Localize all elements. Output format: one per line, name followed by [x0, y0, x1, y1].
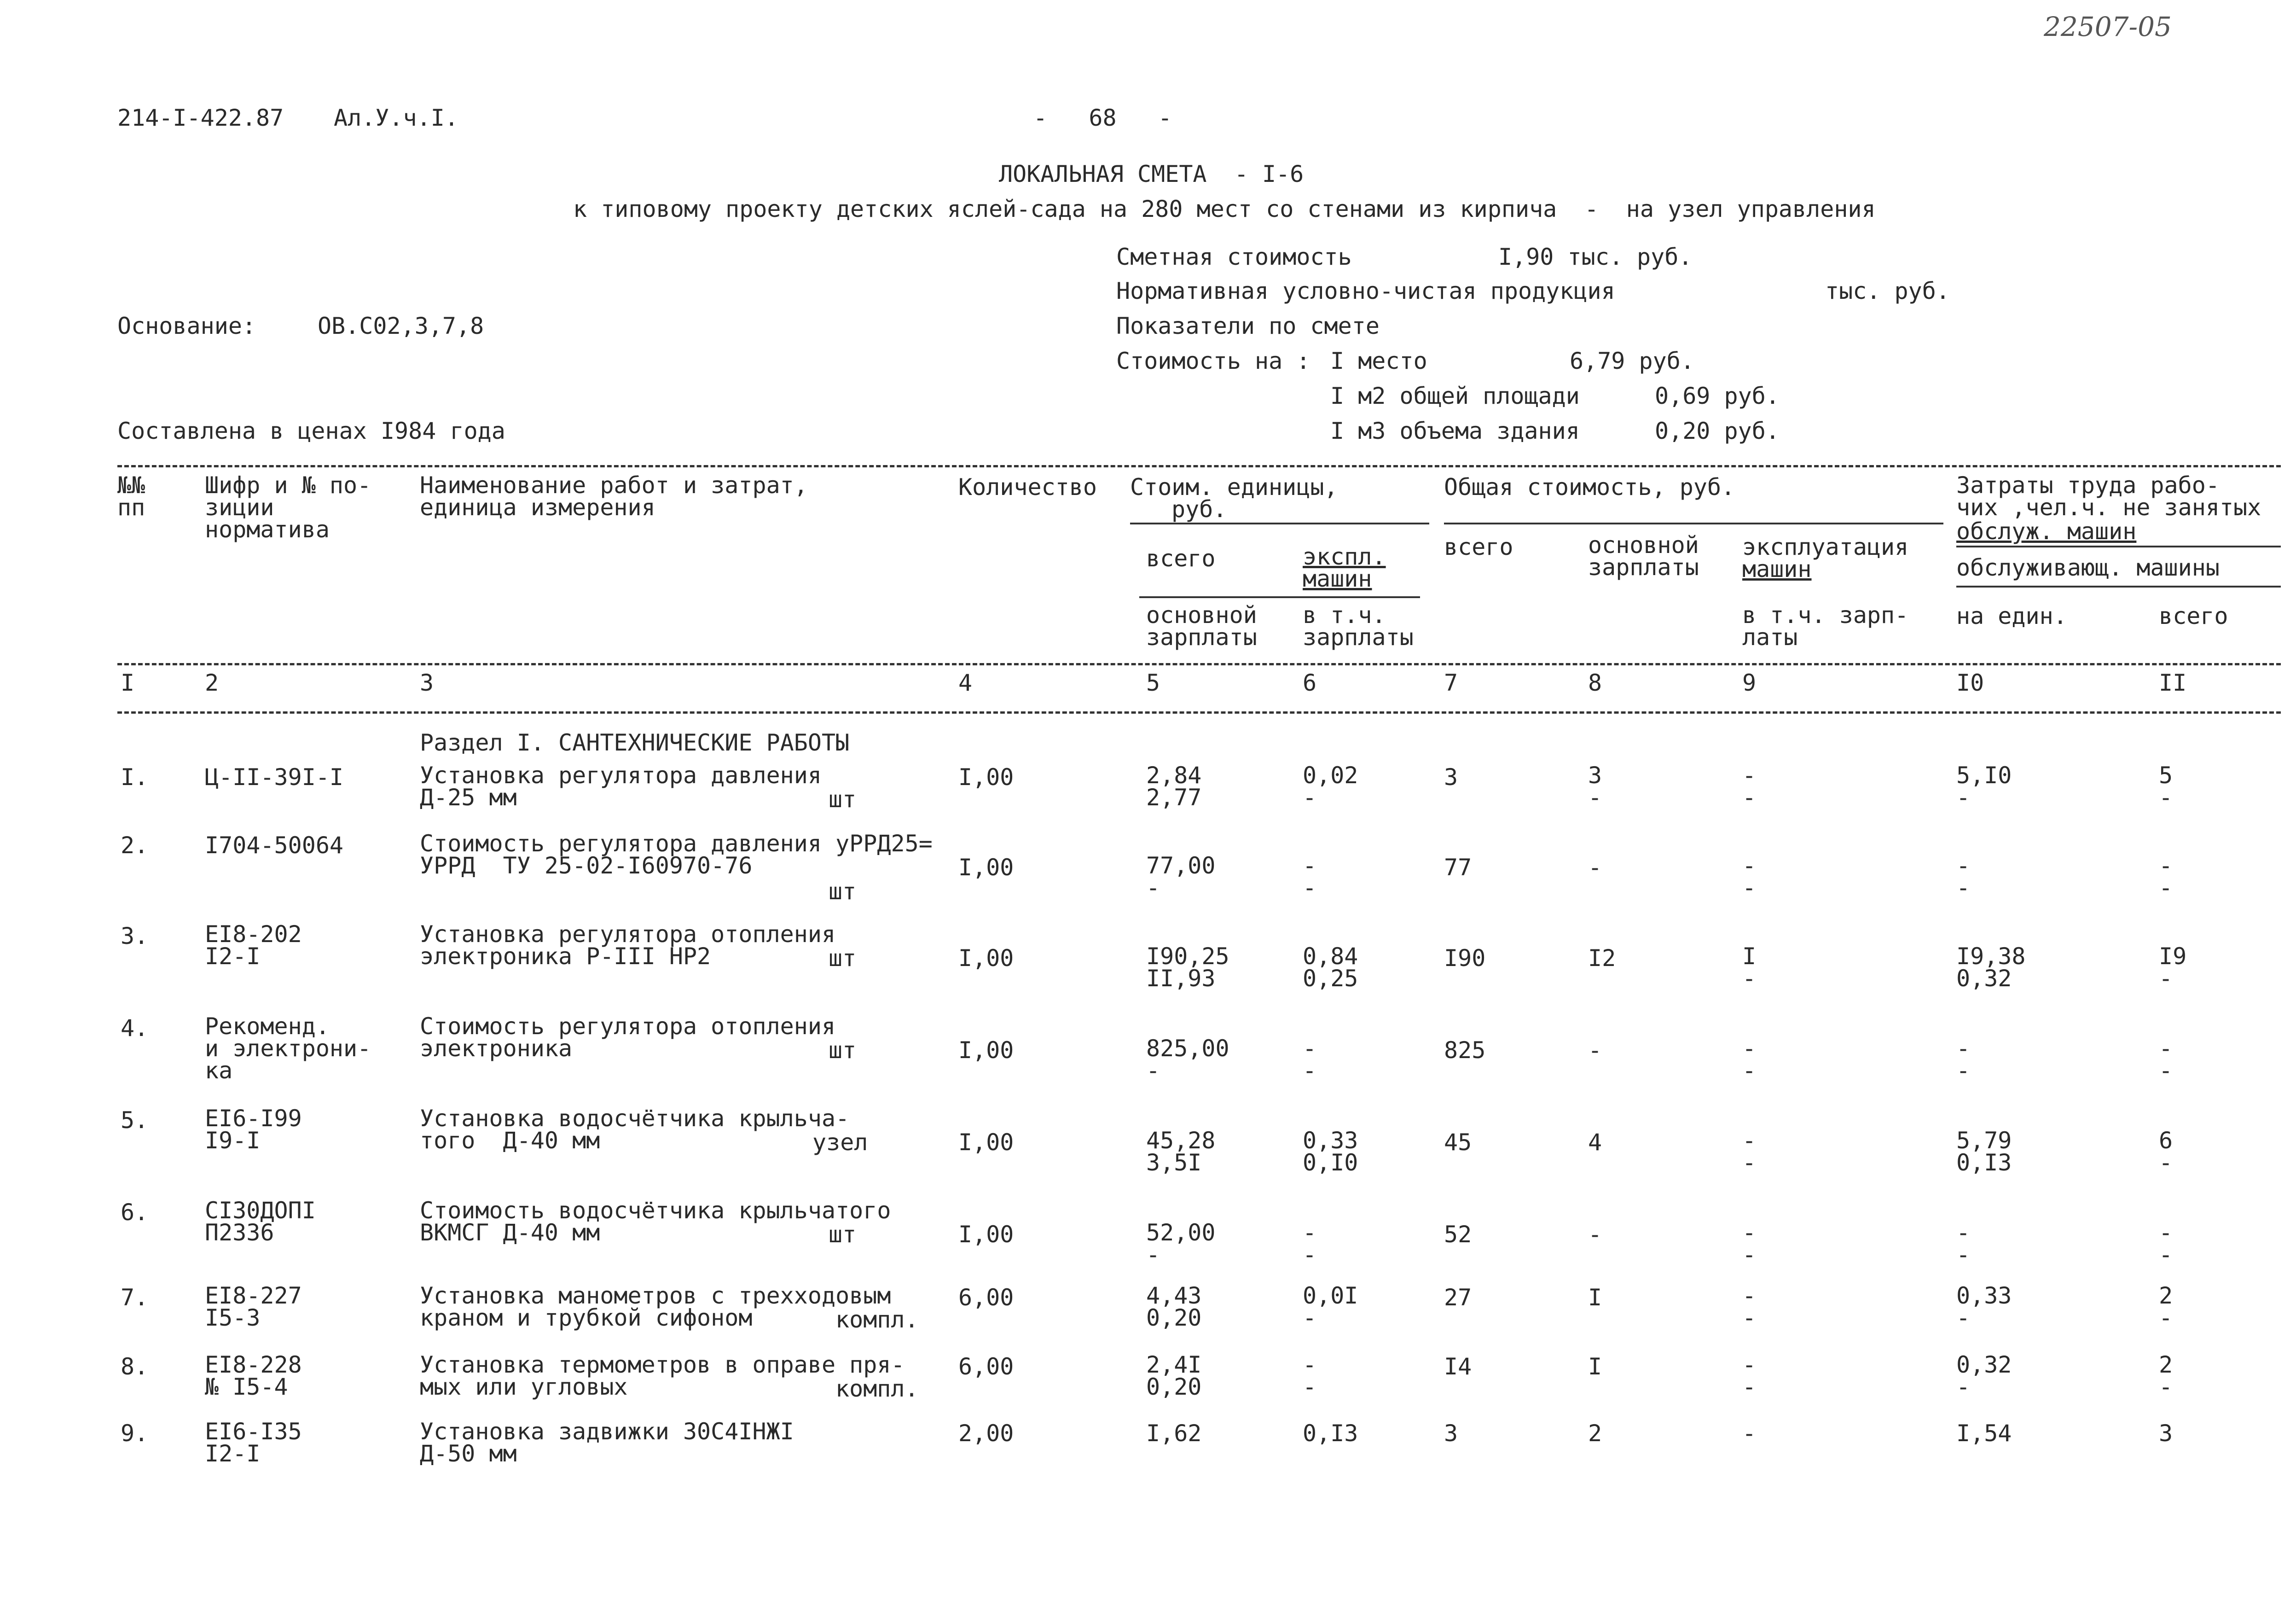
- table-row: [0, 1015, 2296, 1107]
- col-number: 2: [205, 669, 219, 696]
- header-mach-ops: экспл. машин: [1303, 543, 1386, 592]
- row-code: ЕI6-I99 I9-I: [205, 1105, 302, 1154]
- header-unit-cost: Стоим. единицы,: [1130, 474, 1338, 500]
- row-labor-unit: 0,32 -: [1956, 1351, 2012, 1400]
- header-name: Наименование работ и затрат, единица измерения: [420, 472, 808, 521]
- row-unit: шт: [829, 1221, 857, 1248]
- indicators-label: Показатели по смете: [1116, 313, 1380, 339]
- per-place-label: I место: [1330, 348, 1427, 374]
- row-name: Установка термометров в оправе пря- мых или угловых: [420, 1351, 905, 1400]
- header-overall-total: всего: [1444, 534, 1513, 560]
- header-overall-wage: основной зарплаты: [1588, 532, 1699, 581]
- row-mach: - -: [1742, 1035, 1757, 1084]
- section-title: Раздел I. САНТЕХНИЧЕСКИЕ РАБОТЫ: [420, 729, 850, 756]
- row-total: 45: [1444, 1129, 1472, 1156]
- prices-note: Составлена в ценах I984 года: [117, 418, 505, 444]
- labor-rule: [1956, 546, 2281, 547]
- header-incl-wage: в т.ч. зарплаты: [1303, 602, 1414, 651]
- col-number: I: [121, 669, 135, 696]
- row-code: ЕI6-I35 I2-I: [205, 1418, 302, 1467]
- row-unit-cost: 4,43 0,20: [1146, 1282, 1202, 1331]
- table-row: [0, 1107, 2296, 1199]
- row-code: ЕI8-228 № I5-4: [205, 1351, 302, 1400]
- row-unit: шт: [829, 786, 857, 813]
- row-unit: шт: [829, 945, 857, 972]
- row-qty: 2,00: [958, 1420, 1014, 1447]
- row-labor-unit: 5,I0 -: [1956, 762, 2012, 811]
- row-mach-cost: 0,84 0,25: [1303, 943, 1358, 992]
- col-number: 7: [1444, 669, 1458, 696]
- row-num: I.: [121, 764, 149, 791]
- row-code: I704-50064: [205, 832, 344, 859]
- row-unit-cost: I90,25 II,93: [1146, 943, 1229, 992]
- row-labor-unit: 0,33 -: [1956, 1282, 2012, 1331]
- normative-unit: тыс. руб.: [1825, 278, 1950, 304]
- row-unit: компл.: [835, 1306, 919, 1333]
- header-all: всего: [2159, 603, 2228, 629]
- row-num: 7.: [121, 1284, 149, 1311]
- per-m3-value: 0,20 руб.: [1655, 418, 1780, 444]
- header-unit-total: всего: [1146, 545, 1216, 572]
- row-num: 5.: [121, 1107, 149, 1134]
- row-labor-all: - -: [2159, 1219, 2173, 1268]
- document-number: 22507-05: [2044, 11, 2172, 42]
- project-code: 214-I-422.87: [117, 105, 284, 131]
- row-mach-cost: 0,I3: [1303, 1420, 1358, 1447]
- row-mach-cost: - -: [1303, 1035, 1317, 1084]
- col-number: 9: [1742, 669, 1757, 696]
- row-name: Установка регулятора отопления электроника Р-III НР2: [420, 921, 836, 970]
- header-labor-serv: обслуживающ. машины: [1956, 554, 2220, 581]
- row-num: 4.: [121, 1015, 149, 1042]
- row-name: Установка водосчётчика крыльча- того Д-40 мм: [420, 1105, 850, 1154]
- header-num: №№ пп: [117, 472, 145, 521]
- row-unit-cost: 2,84 2,77: [1146, 762, 1202, 811]
- per-m3-label: I м3 объема здания: [1330, 418, 1580, 444]
- col-number: 4: [958, 669, 973, 696]
- row-labor-all: I9 -: [2159, 943, 2187, 992]
- row-mach: - -: [1742, 1127, 1757, 1176]
- row-name: Установка манометров с трехходовым краном и трубкой сифоном: [420, 1282, 891, 1331]
- row-total: I90: [1444, 945, 1486, 972]
- row-total: I4: [1444, 1353, 1472, 1380]
- header-code: Шифр и № по- зиции норматива: [205, 472, 371, 543]
- row-mach: I -: [1742, 943, 1757, 992]
- col-number: 6: [1303, 669, 1317, 696]
- row-mach-cost: 0,0I -: [1303, 1282, 1358, 1331]
- row-code: ЕI8-202 I2-I: [205, 921, 302, 970]
- row-qty: I,00: [958, 1129, 1014, 1156]
- row-mach: - -: [1742, 762, 1757, 811]
- per-m2-label: I м2 общей площади: [1330, 383, 1580, 409]
- row-wage: I: [1588, 1353, 1602, 1380]
- cost-label: Сметная стоимость: [1116, 244, 1352, 270]
- row-mach: - -: [1742, 1351, 1757, 1400]
- row-qty: 6,00: [958, 1353, 1014, 1380]
- row-unit: узел: [812, 1129, 868, 1156]
- per-place-value: 6,79 руб.: [1570, 348, 1694, 374]
- row-num: 6.: [121, 1199, 149, 1226]
- header-bottom-rule: [117, 663, 2281, 665]
- row-mach: - -: [1742, 1219, 1757, 1268]
- col-number: I0: [1956, 669, 1984, 696]
- row-mach-cost: - -: [1303, 1219, 1317, 1268]
- row-code: Ц-II-39I-I: [205, 764, 344, 791]
- header-unit-cost-rub: руб.: [1171, 496, 1227, 523]
- row-total: 27: [1444, 1284, 1472, 1311]
- table-top-rule: [117, 465, 2281, 467]
- row-name: Стоимость водосчётчика крыльчатого ВКМСГ Д-40 мм: [420, 1197, 891, 1246]
- row-qty: I,00: [958, 854, 1014, 881]
- row-qty: 6,00: [958, 1284, 1014, 1311]
- row-wage: -: [1588, 854, 1602, 881]
- row-mach: - -: [1742, 852, 1757, 901]
- per-m2-value: 0,69 руб.: [1655, 383, 1780, 409]
- per-label: Стоимость на :: [1116, 348, 1310, 374]
- row-qty: I,00: [958, 764, 1014, 791]
- row-total: 3: [1444, 764, 1458, 791]
- row-labor-all: 5 -: [2159, 762, 2173, 811]
- row-labor-all: 2 -: [2159, 1282, 2173, 1331]
- row-unit: шт: [829, 1037, 857, 1064]
- row-wage: I: [1588, 1284, 1602, 1311]
- row-wage: I2: [1588, 945, 1616, 972]
- table-row: [0, 1199, 2296, 1292]
- colnum-bottom-rule: [117, 711, 2281, 714]
- table-row: [0, 923, 2296, 1015]
- labor-mid-rule: [1956, 586, 2281, 588]
- header-overall-incl: в т.ч. зарп- латы: [1742, 602, 1909, 651]
- row-mach-cost: - -: [1303, 852, 1317, 901]
- row-num: 3.: [121, 923, 149, 949]
- row-name: Установка регулятора давления Д-25 мм: [420, 762, 822, 811]
- row-total: 52: [1444, 1221, 1472, 1248]
- overall-rule: [1444, 523, 1943, 524]
- normative-label: Нормативная условно-чистая продукция: [1116, 278, 1615, 304]
- row-code: ЕI8-227 I5-3: [205, 1282, 302, 1331]
- page-title: ЛОКАЛЬНАЯ СМЕТА - I-6: [999, 161, 1304, 187]
- header-labor: Затраты труда рабо- чих ,чел.ч. не занятых: [1956, 472, 2261, 521]
- row-code: Рекоменд. и электрони- ка: [205, 1013, 371, 1084]
- col-number: 8: [1588, 669, 1602, 696]
- row-unit-cost: 77,00 -: [1146, 852, 1216, 901]
- row-num: 2.: [121, 832, 149, 859]
- row-total: 3: [1444, 1420, 1458, 1447]
- row-num: 9.: [121, 1420, 149, 1447]
- row-mach: - -: [1742, 1282, 1757, 1331]
- row-qty: I,00: [958, 1221, 1014, 1248]
- row-total: 825: [1444, 1037, 1486, 1064]
- row-labor-unit: - -: [1956, 852, 1971, 901]
- row-name: Стоимость регулятора отопления электроника: [420, 1013, 836, 1062]
- row-unit: компл.: [835, 1375, 919, 1402]
- row-mach: -: [1742, 1420, 1757, 1447]
- page-number: - 68 -: [1033, 105, 1172, 131]
- row-labor-all: 6 -: [2159, 1127, 2173, 1176]
- header-labor2: обслуж. машин: [1956, 518, 2137, 545]
- row-labor-unit: I9,38 0,32: [1956, 943, 2026, 992]
- row-unit-cost: I,62: [1146, 1420, 1202, 1447]
- row-code: СI30ДОПI П2336: [205, 1197, 316, 1246]
- row-name: Установка задвижки 30С4IНЖI Д-50 мм: [420, 1418, 794, 1467]
- table-row: [0, 1420, 2296, 1513]
- row-unit: шт: [829, 878, 857, 905]
- row-labor-unit: 5,79 0,I3: [1956, 1127, 2012, 1176]
- col-number: II: [2159, 669, 2187, 696]
- cost-value: I,90 тыс. руб.: [1498, 244, 1693, 270]
- row-wage: -: [1588, 1037, 1602, 1064]
- row-wage: 3 -: [1588, 762, 1602, 811]
- basis-label: Основание:: [117, 313, 256, 339]
- page-subtitle: к типовому проекту детских яслей-сада на 280 мест со стенами из кирпича - на узел управления: [573, 196, 1876, 222]
- row-mach-cost: - -: [1303, 1351, 1317, 1400]
- row-mach-cost: 0,33 0,I0: [1303, 1127, 1358, 1176]
- row-wage: 4: [1588, 1129, 1602, 1156]
- table-row: [0, 832, 2296, 925]
- row-num: 8.: [121, 1353, 149, 1380]
- header-overall: Общая стоимость, руб.: [1444, 474, 1735, 500]
- row-unit-cost: 45,28 3,5I: [1146, 1127, 1216, 1176]
- header-overall-mach2: машин: [1742, 556, 1812, 582]
- row-name: Стоимость регулятора давления уРРД25= УРРД ТУ 25-02-I60970-76: [420, 830, 933, 879]
- row-qty: I,00: [958, 945, 1014, 972]
- row-unit-cost: 825,00 -: [1146, 1035, 1229, 1084]
- row-labor-all: 2 -: [2159, 1351, 2173, 1400]
- row-labor-unit: - -: [1956, 1035, 1971, 1084]
- row-mach-cost: 0,02 -: [1303, 762, 1358, 811]
- col-number: 5: [1146, 669, 1160, 696]
- unit-cost-mid-rule: [1139, 596, 1420, 598]
- row-labor-unit: I,54: [1956, 1420, 2012, 1447]
- row-labor-all: - -: [2159, 852, 2173, 901]
- row-labor-all: 3: [2159, 1420, 2173, 1447]
- row-unit-cost: 2,4I 0,20: [1146, 1351, 1202, 1400]
- row-labor-all: - -: [2159, 1035, 2173, 1084]
- unit-cost-rule: [1130, 523, 1429, 524]
- row-unit-cost: 52,00 -: [1146, 1219, 1216, 1268]
- row-wage: 2: [1588, 1420, 1602, 1447]
- header-per-unit: на един.: [1956, 603, 2067, 629]
- col-number: 3: [420, 669, 434, 696]
- row-labor-unit: - -: [1956, 1219, 1971, 1268]
- basis-value: ОВ.С02,3,7,8: [318, 313, 484, 339]
- row-wage: -: [1588, 1221, 1602, 1248]
- header-qty: Количество: [958, 474, 1097, 500]
- album-ref: Ал.У.ч.I.: [334, 105, 458, 131]
- header-base-wage: основной зарплаты: [1146, 602, 1257, 651]
- header-overall-mach: эксплуатация: [1742, 534, 1909, 560]
- row-total: 77: [1444, 854, 1472, 881]
- row-qty: I,00: [958, 1037, 1014, 1064]
